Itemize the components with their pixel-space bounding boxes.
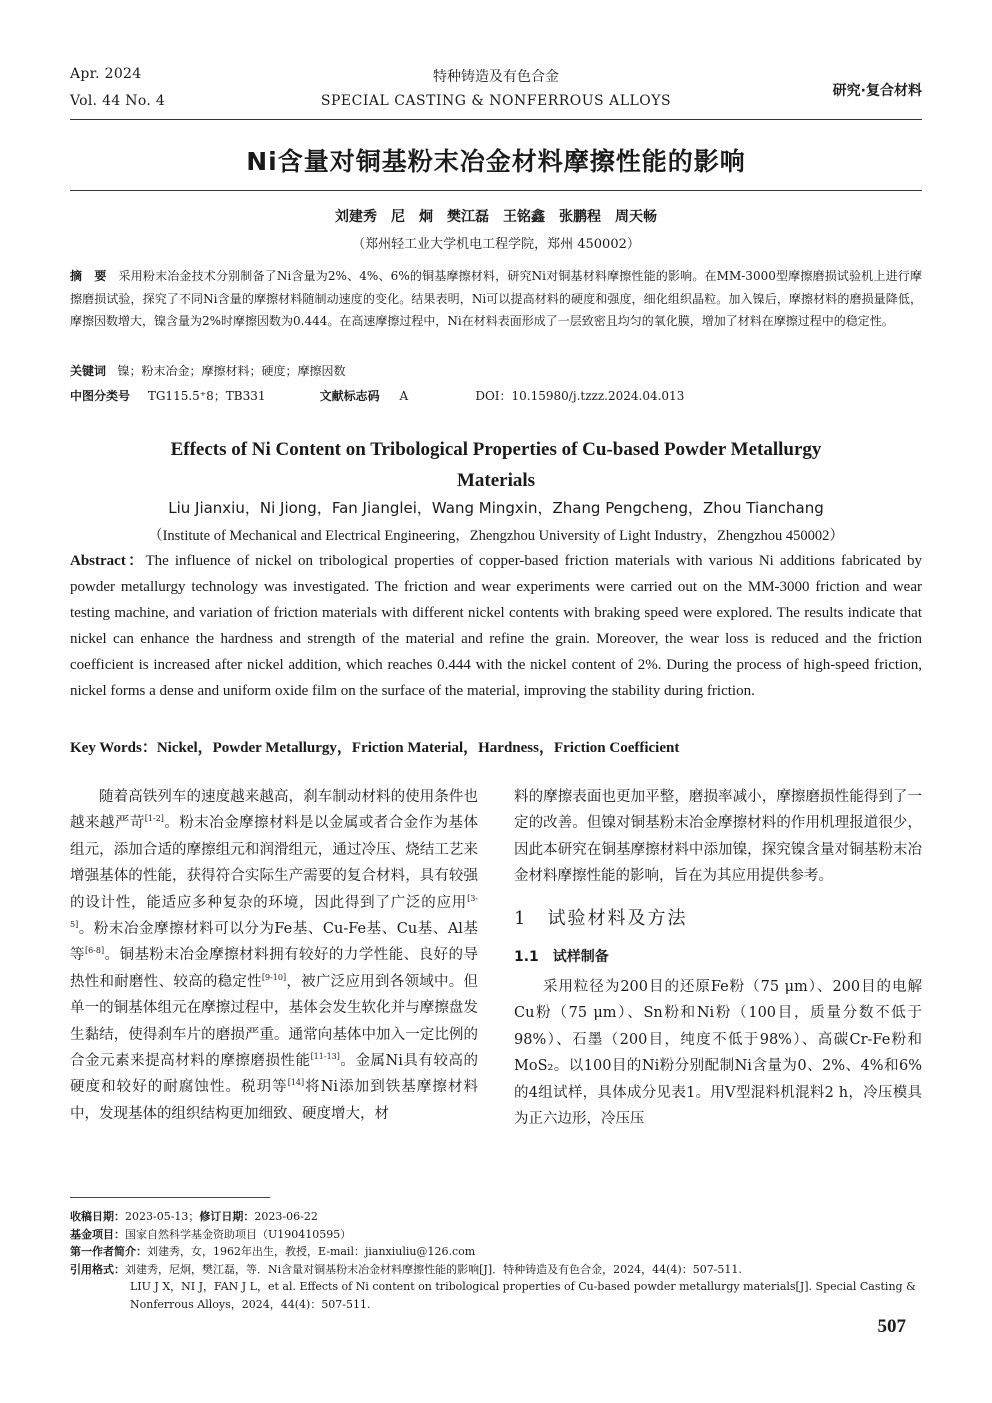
- methods-paragraph: 采用粒径为200目的还原Fe粉（75 μm）、200目的电解Cu粉（75 μm）、Sn粉和Ni粉（100目，质量分数不低于98%）、石墨（200目，纯度不低于98%）、高碳Cr-Fe粉和MoS₂。以100目的Ni粉分别配制Ni含量为0、2%、4%和6%的4组试样，具体成分见表1。用V型混料机混料2 h，冷压模具为正六边形，冷压压: [514, 979, 922, 1128]
- page-number: 507: [877, 1316, 906, 1337]
- citation-en-line2: Nonferrous Alloys，2024，44(4)：507-511.: [130, 1297, 371, 1311]
- intro-paragraph: [70, 784, 478, 1127]
- title-en-line1: Effects of Ni Content on Tribological Properties of Cu-based Powder Metallurgy: [170, 439, 822, 460]
- body-text: 。铜基粉末冶金摩擦材料拥有较好的力学性能、良好的导热性和耐磨性、较高的稳定性: [70, 947, 479, 990]
- issue-volume: Vol. 44 No. 4: [70, 93, 166, 109]
- body-text: 。金属Ni具有较高的硬度和较好的耐腐蚀性。税玥等: [70, 1053, 479, 1096]
- doc-code-label: 文献标志码: [319, 389, 380, 403]
- author-bio: 刘建秀，女，1962年出生，教授，E-mail：jianxiuliu@126.com: [147, 1245, 476, 1258]
- citation-cn: 刘建秀，尼炯，樊江磊，等．Ni含量对铜基粉末冶金材料摩擦性能的影响[J]．特种铸造及有色合金，2024，44(4)：507-511.: [125, 1262, 742, 1276]
- citation: [6-8]: [84, 946, 105, 956]
- body-text: 。粉末冶金摩擦材料是以金属或者合金作为基体组元，添加合适的摩擦组元和润滑组元，通过冷压、烧结工艺来增强基体的性能，获得符合实际生产需要的复合材料，具有较强的设计性，能适应多种复杂的环境，因此得到了广泛的应用: [70, 815, 479, 911]
- fund-text: 国家自然科学基金资助项目（U190410595）: [125, 1227, 352, 1241]
- clc-value: TG115.5⁺8；TB331: [147, 389, 266, 403]
- keywords-cn-label: 关键词: [70, 364, 107, 378]
- body-text: ，被广泛应用到各领域中。但单一的铜基体组元在摩擦过程中，基体会发生软化并与摩擦盘发生黏结，使得刹车片的磨损严重。通常向基体中加入一定比例的合金元素来提高材料的摩擦磨损性能: [70, 973, 478, 1070]
- title-cn: Ni含量对铜基粉末冶金材料摩擦性能的影响: [246, 147, 746, 176]
- citation: [3-5]: [70, 893, 478, 930]
- keywords-cn: [70, 362, 345, 379]
- journal-name-en: SPECIAL CASTING & NONFERROUS ALLOYS: [320, 93, 672, 109]
- title-en-line2: Materials: [456, 470, 536, 491]
- abstract-en-label: Abstract：: [70, 553, 146, 569]
- abstract-cn-label: 摘 要: [70, 269, 107, 283]
- journal-name-cn: 特种铸造及有色合金: [433, 69, 559, 85]
- abstract-cn: [70, 265, 922, 333]
- citation: [1-2]: [144, 814, 164, 824]
- body-text: 将Ni添加到铁基摩擦材料中，发现基体的组织结构更加细致、硬度增大，材: [70, 1079, 478, 1122]
- authors-cn: 刘建秀 尼 炯 樊江磊 王铭鑫 张鹏程 周天畅: [335, 209, 657, 225]
- affiliation-cn: （郑州轻工业大学机电工程学院，郑州 450002）: [352, 237, 640, 252]
- citation: [9-10]: [261, 973, 287, 983]
- abstract-cn-text: 采用粉末冶金技术分别制备了Ni含量为2%、4%、6%的铜基摩擦材料，研究Ni对铜基材料摩擦性能的影响。在MM-3000型摩擦磨损试验机上进行摩擦磨损试验，探究了不同Ni含量的摩擦材料随制动速度的变化。结果表明，Ni可以提高材料的硬度和强度，细化组织晶粒。加入镍后，摩擦材料的磨损量降低，摩擦因数增大，镍含量为2%时摩擦因数为0.444。在高速摩擦过程中，Ni在材料表面形成了一层致密且均匀的氧化膜，增加了材料在摩擦过程中的稳定性。: [70, 269, 922, 328]
- doc-code-value: A: [399, 389, 409, 403]
- section-label: 研究·复合材料: [832, 83, 922, 99]
- citation: [11-13]: [310, 1052, 340, 1062]
- revised-label: 修订日期：: [199, 1210, 255, 1223]
- citation: [14]: [287, 1078, 305, 1088]
- body-column-right: [514, 784, 922, 1132]
- intro-paragraph-cont: 料的摩擦表面也更加平整，磨损率减小，摩擦磨损性能得到了一定的改善。但镍对铜基粉末冶金摩擦材料的作用机理报道很少，因此本研究在铜基摩擦材料中添加镍，探究镍含量对铜基粉末冶金材料摩擦性能的影响，旨在为其应用提供参考。: [514, 789, 922, 885]
- section-heading-1-1: 1.1 试样制备: [514, 948, 609, 965]
- section-heading-1: 1 试验材料及方法: [514, 907, 688, 929]
- keywords-en: Key Words：Nickel，Powder Metallurgy，Friction Material，Hardness，Friction Coefficient: [70, 740, 680, 756]
- fund-label: 基金项目：: [70, 1227, 125, 1241]
- classification-row: [70, 387, 922, 404]
- body-text: 随着高铁列车的速度越来越高，刹车制动材料的使用条件也越来越严苛: [70, 789, 478, 832]
- authors-en: Liu Jianxiu，Ni Jiong，Fan Jianglei，Wang Mingxin，Zhang Pengcheng，Zhou Tianchang: [168, 499, 824, 517]
- title-rule: [70, 190, 922, 191]
- body-text: 。粉末冶金摩擦材料可以分为Fe基、Cu-Fe基、Cu基、Al基等: [70, 921, 478, 964]
- keywords-cn-text: 镍；粉末冶金；摩擦材料；硬度；摩擦因数: [117, 364, 346, 378]
- author-bio-label: 第一作者简介：: [70, 1245, 147, 1258]
- citation-en-line1: LIU J X，NI J，FAN J L，et al. Effects of Ni content on tribological properties of Cu-based powder metallurgy materials[J]. Special Casting &: [130, 1280, 916, 1293]
- footnote-rule: [70, 1197, 270, 1198]
- citation-format-label: 引用格式：: [70, 1262, 125, 1276]
- doi: DOI：10.15980/j.tzzz.2024.04.013: [475, 389, 685, 403]
- clc-label: 中图分类号: [70, 389, 131, 403]
- issue-date: Apr. 2024: [70, 66, 142, 82]
- body-column-left: [70, 784, 478, 1127]
- header-rule: [70, 119, 922, 120]
- revised-date: 2023-06-22: [254, 1210, 318, 1223]
- abstract-en: [70, 548, 922, 704]
- affiliation-en: （Institute of Mechanical and Electrical Engineering，Zhengzhou University of Light Industry，Zhengzhou 450002）: [148, 528, 844, 544]
- received-label: 收稿日期：: [70, 1210, 125, 1223]
- received-date: 2023-05-13；: [125, 1210, 200, 1223]
- title-en: [60, 434, 932, 496]
- abstract-en-text: The influence of nickel on tribological properties of copper-based friction materials with various Ni additions fabricated by powder metallurgy technology was investigated. The friction and wear experiments were carried out on the MM-3000 friction and wear testing machine, and variation of friction materials with different nickel contents with braking speed were explored. The results indicate that nickel can enhance the hardness and strength of the material and refine the grain. Moreover, the wear loss is reduced and the friction coefficient is increased after nickel addition, which reaches 0.444 with the nickel content of 2%. During the process of high-speed friction, nickel forms a dense and uniform oxide film on the surface of the material, improving the stability during friction.: [70, 553, 923, 699]
- footnotes: [70, 1208, 922, 1313]
